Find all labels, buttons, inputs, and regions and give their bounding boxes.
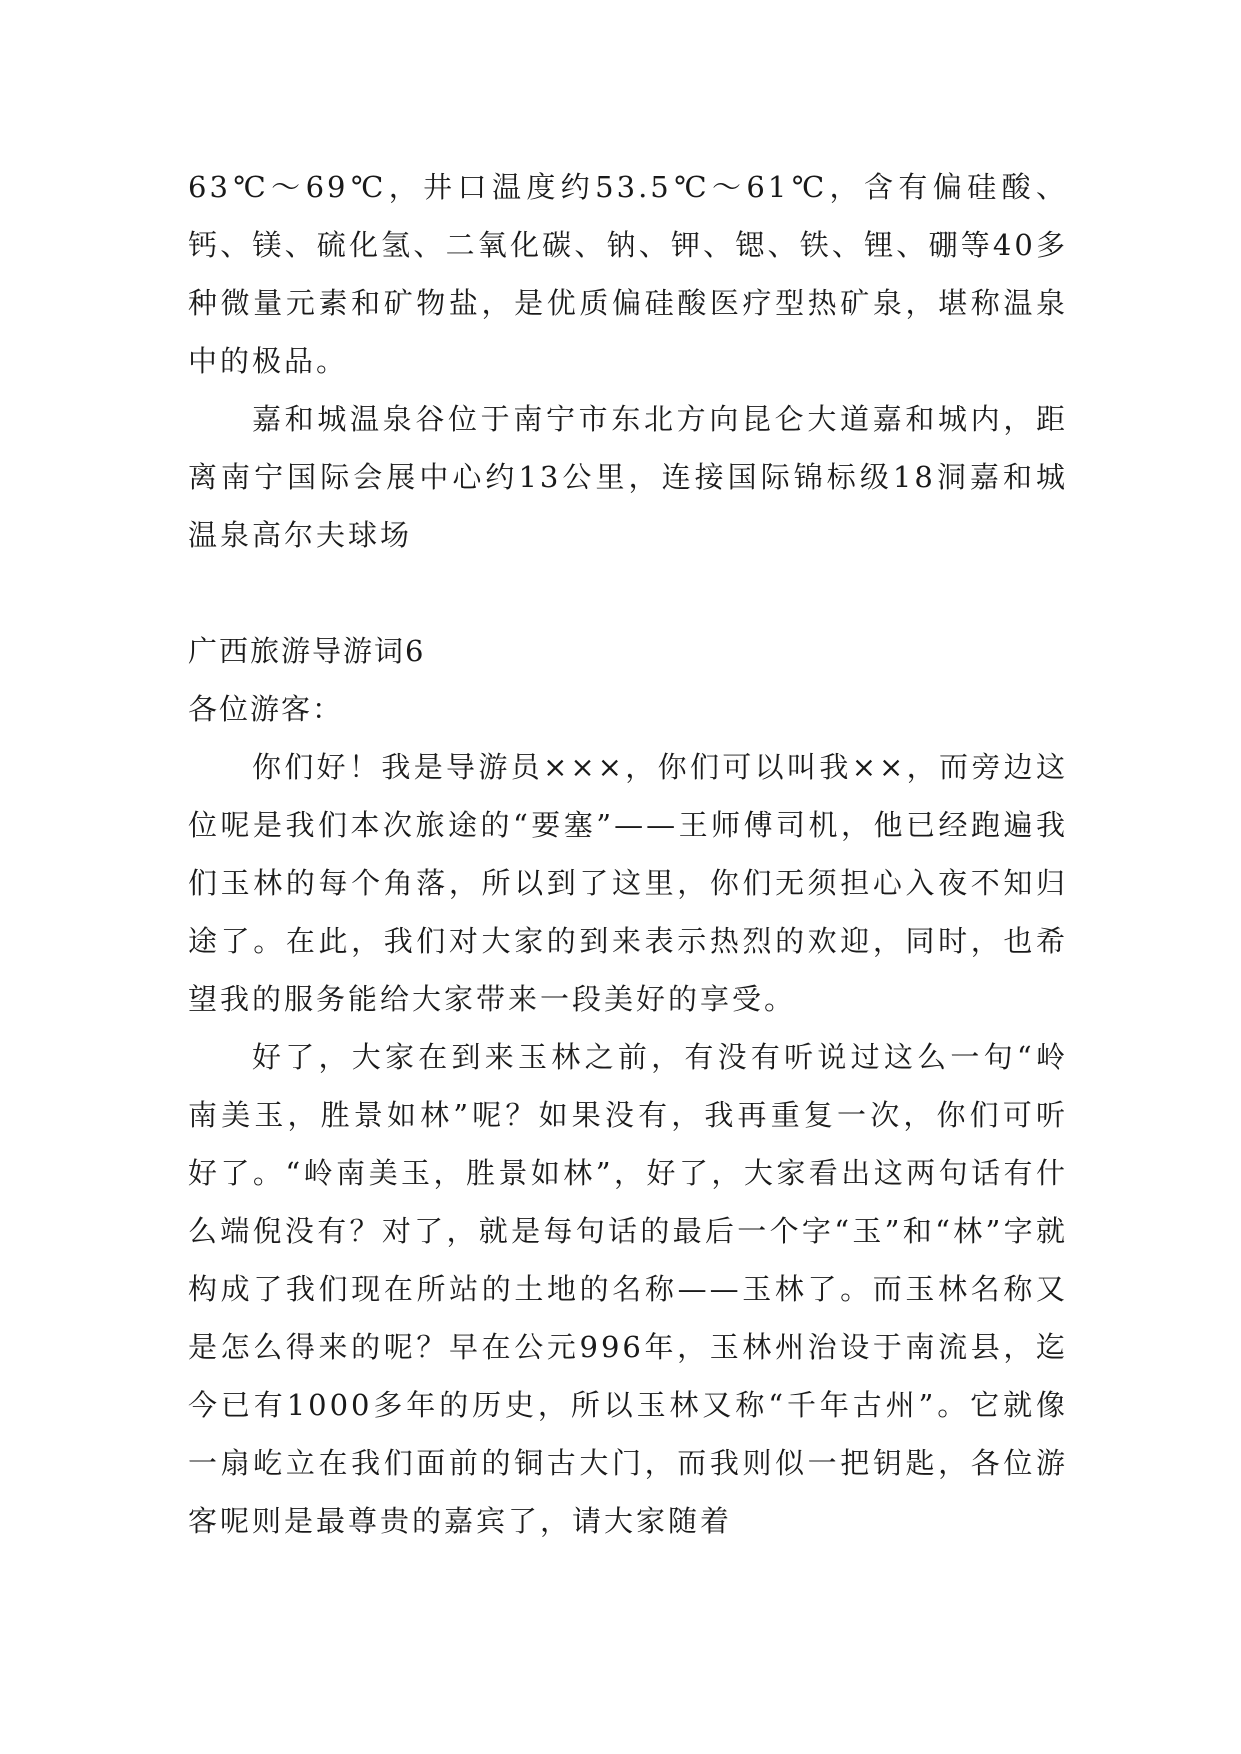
section-spacer (188, 564, 1068, 622)
paragraph-hot-spring-minerals: 63℃～69℃，井口温度约53.5℃～61℃，含有偏硅酸、钙、镁、硫化氢、二氧化碳、钠、钾、锶、铁、锂、硼等40多种微量元素和矿物盐，是优质偏硅酸医疗型热矿泉，堪称温泉中的极品。 (188, 170, 1068, 378)
paragraph-yulin-history: 好了，大家在到来玉林之前，有没有听说过这么一句“岭南美玉，胜景如林”呢？如果没有，我再重复一次，你们可听好了。“岭南美玉，胜景如林”，好了，大家看出这两句话有什么端倪没有？对了，就是每句话的最后一个字“玉”和“林”字就构成了我们现在所站的土地的名称——玉林了。而玉林名称又是怎么得来的呢？早在公元996年，玉林州治设于南流县，迄今已有1000多年的历史，所以玉林又称“千年古州”。它就像一扇屹立在我们面前的铜古大门，而我则似一把钥匙，各位游客呢则是最尊贵的嘉宾了，请大家随着 (188, 1040, 1068, 1538)
section-title: 广西旅游导游词6 (188, 634, 426, 668)
document-body (188, 158, 1068, 1550)
paragraph-guide-introduction: 你们好！我是导游员×××，你们可以叫我××，而旁边这位呢是我们本次旅途的“要塞”——王师傅司机，他已经跑遍我们玉林的每个角落，所以到了这里，你们无须担心入夜不知归途了。在此，我们对大家的到来表示热烈的欢迎，同时，也希望我的服务能给大家带来一段美好的享受。 (188, 750, 1068, 1016)
greeting-line: 各位游客： (188, 692, 344, 726)
paragraph-jiahecheng-location: 嘉和城温泉谷位于南宁市东北方向昆仑大道嘉和城内，距离南宁国际会展中心约13公里，连接国际锦标级18洞嘉和城温泉高尔夫球场 (188, 402, 1068, 552)
